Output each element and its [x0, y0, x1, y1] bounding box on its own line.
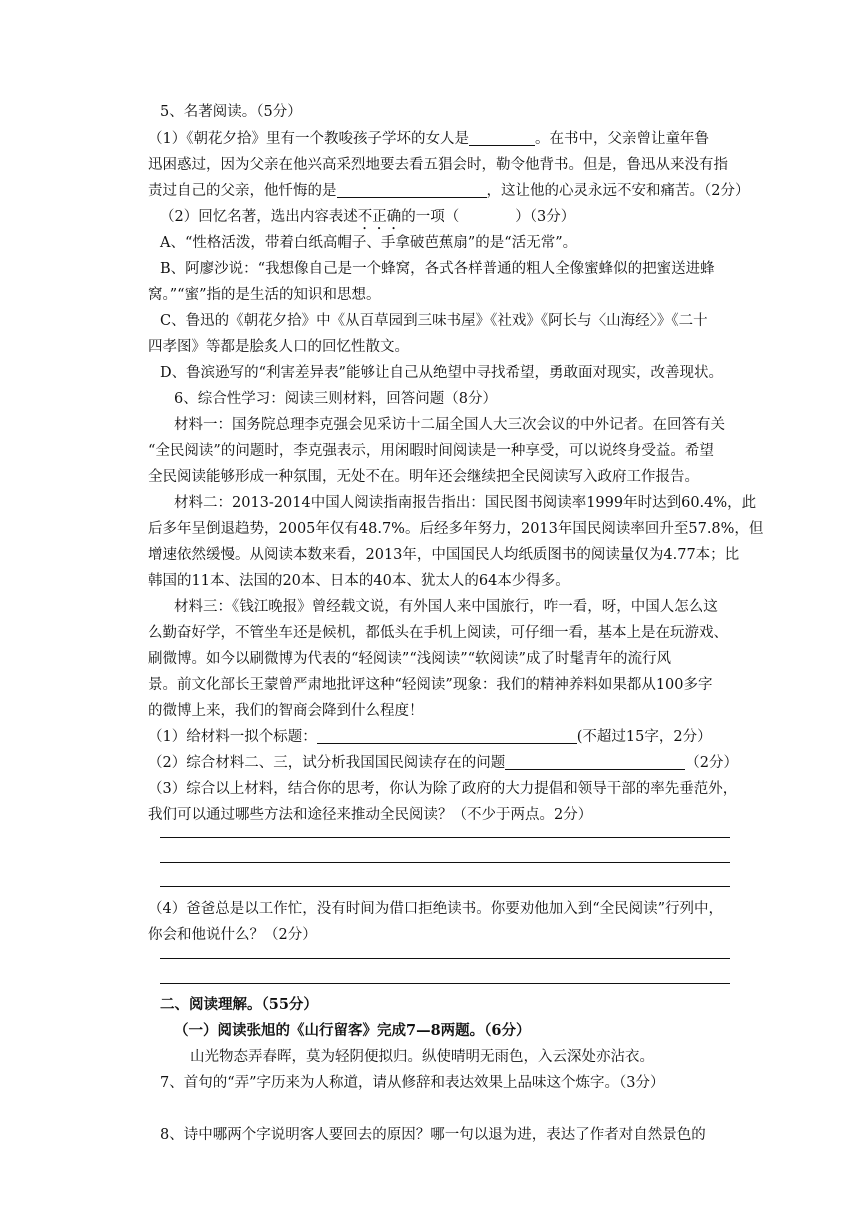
material3-line3: 刷微博。如今以刷微博为代表的“轻阅读”“浅阅读”“软阅读”成了时髦青年的流行风: [148, 651, 671, 667]
q5-part1-line2: 迅困惑过，因为父亲在他兴高采烈地要去看五猖会时，勒令他背书。但是，鲁迅从来没有指: [148, 157, 728, 173]
material1-line2: “全民阅读”的问题时，李克强表示，用闲暇时间阅读是一种享受，可以说终身受益。希望: [148, 443, 714, 459]
q5-option-d: D、鲁滨逊写的“利害差异表”能够让自己从绝望中寻找希望，勇敢面对现实，改善现状。: [160, 365, 723, 381]
q5-part1-blank-1[interactable]: [469, 130, 535, 146]
q6-sub2-text-a: （2）综合材料二、三，试分析我国国民阅读存在的问题: [148, 755, 506, 771]
q5-title: 5、名著阅读。（5分）: [160, 104, 302, 120]
material2-line4: 韩国的11本、法国的20本、日本的40本、犹太人的64本少得多。: [148, 573, 570, 589]
q5-part1-text-c: 责过自己的父亲，他忏悔的是: [148, 183, 337, 199]
q5-part1-line1: [148, 129, 709, 149]
q5-option-c-line1: C、鲁迅的《朝花夕拾》中《从百草园到三味书屋》《社戏》《阿长与〈山海经〉》《二十: [160, 313, 708, 329]
poem-text: 山光物态弄春晖，莫为轻阴便拟归。纵使晴明无雨色，入云深处亦沾衣。: [190, 1049, 654, 1065]
q6-sub3-line2: 我们可以通过哪些方法和途径来推动全民阅读？（不少于两点。2分）: [148, 807, 593, 823]
q6-sub1-text-a: （1）给材料一拟个标题：: [148, 729, 317, 745]
q6-title: 6、综合性学习：阅读三则材料，回答问题（8分）: [174, 391, 497, 407]
material2-line3: 增速依然缓慢。从阅读本数来看，2013年，中国国民人均纸质图书的阅读量仅为4.77本；比: [148, 547, 740, 563]
q5-part2-line: [160, 207, 575, 233]
q6-sub4-answer-line-2[interactable]: [160, 983, 730, 984]
q7-text: 7、首句的“弄”字历来为人称道，请从修辞和表达效果上品味这个炼字。（3分）: [160, 1075, 665, 1091]
material3-line5: 的微博上来，我们的智商会降到什么程度！: [148, 703, 424, 719]
q6-sub4-answer-line-1[interactable]: [160, 958, 730, 959]
q5-part1-text-d: ，这让他的心灵永远不安和痛苦。（2分）: [486, 183, 750, 199]
q6-sub2-answer-blank[interactable]: [505, 754, 685, 770]
q6-sub4-line2: 你会和他说什么？（2分）: [148, 927, 317, 943]
q6-sub1-answer-blank[interactable]: [317, 728, 577, 744]
material1-line1: 材料一：国务院总理李克强会见采访十二届全国人大三次会议的中外记者。在回答有关: [174, 417, 725, 433]
q6-sub2-text-b: （2分）: [685, 755, 738, 771]
q5-option-b-line2: 窝。”“蜜”指的是生活的知识和思想。: [148, 287, 381, 303]
q6-sub1: [148, 727, 712, 747]
q5-part1-blank-2[interactable]: [337, 182, 487, 198]
material2-line1: 材料二：2013-2014中国人阅读指南报告指出：国民图书阅读率1999年时达到60.4%，此: [174, 495, 757, 511]
material3-line1: 材料三：《钱江晚报》曾经载文说，有外国人来中国旅行，咋一看，呀，中国人怎么这: [174, 599, 718, 615]
q6-sub3-answer-line-3[interactable]: [160, 886, 730, 887]
q6-sub3-line1: （3）综合以上材料，结合你的思考，你认为除了政府的大力提倡和领导干部的率先垂范外，: [148, 781, 738, 797]
q6-sub2: [148, 753, 738, 773]
q6-sub4-line1: （4）爸爸总是以工作忙，没有时间为借口拒绝读书。你要劝他加入到“全民阅读”行列中，: [148, 901, 724, 917]
q6-sub1-text-b: (不超过15字，2分）: [576, 729, 712, 745]
q5-option-c-line2: 四孝图》等都是脍炙人口的回忆性散文。: [148, 339, 409, 355]
q5-part1-text-b: 。在书中，父亲曾让童年鲁: [534, 131, 709, 147]
q6-sub3-answer-line-2[interactable]: [160, 862, 730, 863]
material2-line2: 后多年呈倒退趋势，2005年仅有48.7%。后经多年努力，2013年国民阅读率回升至57.8%，但: [148, 521, 764, 537]
material3-line2: 么勤奋好学，不管坐车还是候机，都低头在手机上阅读，可仔细一看，基本上是在玩游戏、: [148, 625, 728, 641]
material3-line4: 景。前文化部长王蒙曾严肃地批评这种“轻阅读”现象：我们的精神养料如果都从100多字: [148, 677, 713, 693]
q5-option-a: A、“性格活泼，带着白纸高帽子、手拿破芭蕉扇”的是“活无常”。: [160, 235, 578, 251]
section2-sub1-title: （一）阅读张旭的《山行留客》完成7—8两题。（6分）: [174, 1022, 531, 1039]
material1-line3: 全民阅读能够形成一种氛围，无处不在。明年还会继续把全民阅读写入政府工作报告。: [148, 469, 699, 485]
q5-part2-text-b: 的一项（: [401, 209, 460, 225]
q8-text: 8、诗中哪两个字说明客人要回去的原因？哪一句以退为进，表达了作者对自然景色的: [160, 1127, 706, 1143]
q6-sub3-answer-line-1[interactable]: [160, 837, 730, 838]
q5-part1-line3: [148, 181, 749, 201]
q5-part2-text-a: （2）回忆名著，选出内容表述: [160, 209, 358, 225]
q5-option-b-line1: B、阿廖沙说：“我想像自己是一个蜂窝，各式各样普通的粗人全像蜜蜂似的把蜜送进蜂: [160, 261, 715, 277]
q5-part2-text-c: ）（3分）: [515, 209, 576, 225]
q5-part1-text-a: （1）《朝花夕拾》里有一个教唆孩子学坏的女人是: [148, 131, 469, 147]
q5-part2-emphasis: 不正确: [357, 209, 402, 225]
section2-title: 二、阅读理解。（55分）: [160, 996, 318, 1013]
